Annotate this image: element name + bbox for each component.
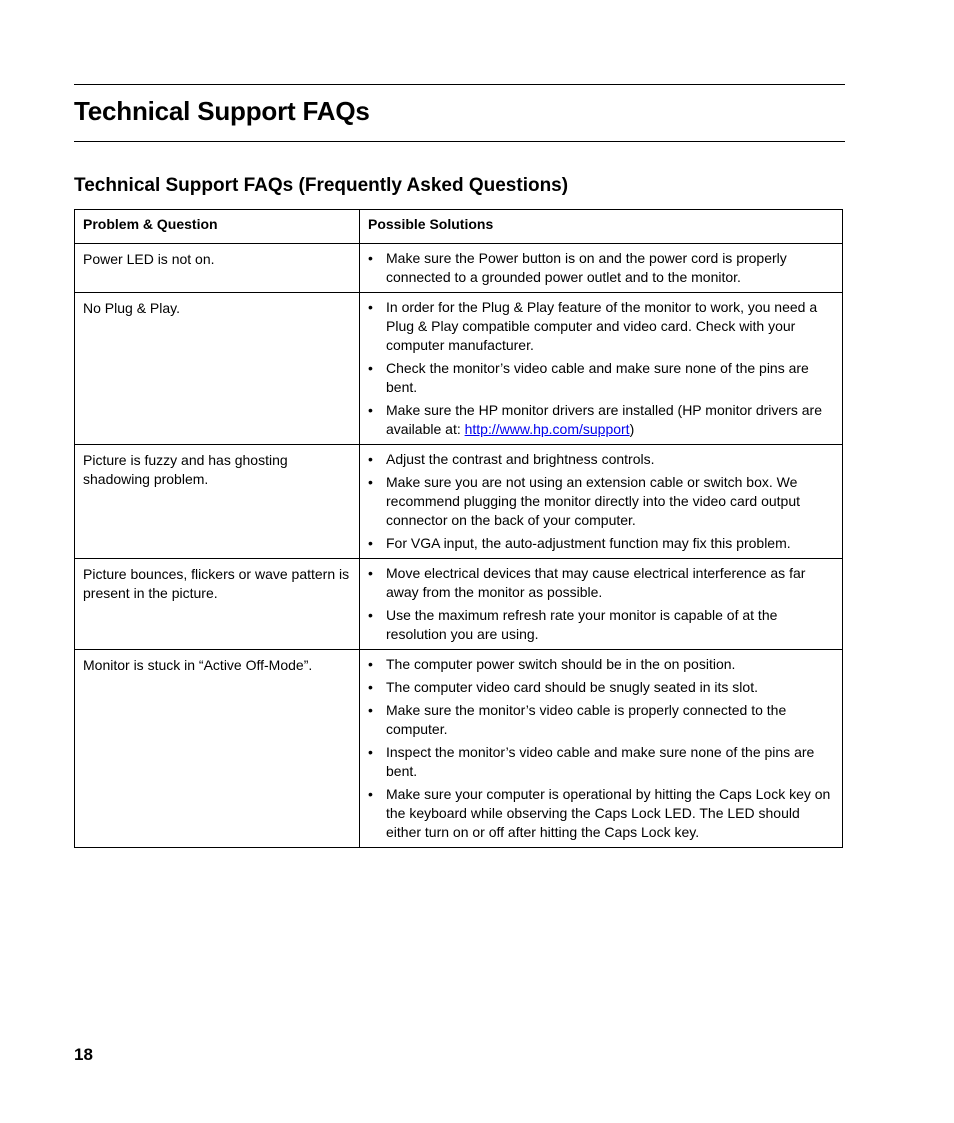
solution-item (368, 678, 836, 697)
problem-cell: Picture is fuzzy and has ghosting shadowing problem. (75, 445, 360, 559)
solution-item (368, 359, 836, 397)
bullet-icon: • (368, 250, 373, 266)
column-header-solutions: Possible Solutions (360, 210, 843, 244)
bullet-icon: • (368, 786, 373, 802)
solutions-list (368, 655, 836, 842)
bullet-icon: • (368, 360, 373, 376)
header-top-rule (74, 84, 845, 85)
column-header-problem: Problem & Question (75, 210, 360, 244)
bullet-icon: • (368, 402, 373, 418)
hp-support-link[interactable]: http://www.hp.com/support (464, 421, 630, 437)
bullet-icon: • (368, 744, 373, 760)
solution-text: Make sure you are not using an extension cable or switch box. We recommend plugging the monitor directly into the video card output connector on the back of your computer. (386, 474, 801, 528)
solution-text: Make sure your computer is operational by hitting the Caps Lock key on the keyboard while observing the Caps Lock LED. The LED should either turn on or off after hitting the Caps Lock key. (386, 786, 831, 840)
header-bottom-rule (74, 141, 845, 142)
solutions-list (368, 564, 836, 644)
solution-text: Make sure the monitor’s video cable is properly connected to the computer. (386, 702, 787, 737)
solution-item (368, 401, 836, 439)
solution-text: Inspect the monitor’s video cable and make sure none of the pins are bent. (386, 744, 815, 779)
solution-item (368, 249, 836, 287)
solution-item (368, 534, 836, 553)
solution-text: In order for the Plug & Play feature of the monitor to work, you need a Plug & Play compatible computer and video card. Check with your computer manufacturer. (386, 299, 818, 353)
solutions-list (368, 298, 836, 439)
bullet-icon: • (368, 565, 373, 581)
solution-item (368, 701, 836, 739)
solution-text: Check the monitor’s video cable and make sure none of the pins are bent. (386, 360, 809, 395)
solution-item (368, 298, 836, 355)
page-number: 18 (74, 1045, 93, 1064)
problem-cell: Power LED is not on. (75, 244, 360, 293)
solutions-cell (360, 650, 843, 848)
solution-text: Adjust the contrast and brightness controls. (386, 451, 655, 467)
solutions-cell (360, 293, 843, 445)
faq-table (74, 209, 843, 848)
problem-cell: Picture bounces, flickers or wave pattern is present in the picture. (75, 559, 360, 650)
solution-text: Use the maximum refresh rate your monitor is capable of at the resolution you are using. (386, 607, 778, 642)
page-title: Technical Support FAQs (74, 96, 370, 126)
bullet-icon: • (368, 299, 373, 315)
table-row (75, 559, 843, 650)
bullet-icon: • (368, 535, 373, 551)
problem-cell: Monitor is stuck in “Active Off-Mode”. (75, 650, 360, 848)
solutions-list (368, 249, 836, 287)
table-row (75, 244, 843, 293)
bullet-icon: • (368, 702, 373, 718)
solution-item (368, 473, 836, 530)
section-title: Technical Support FAQs (Frequently Asked Questions) (74, 175, 569, 196)
solutions-cell (360, 244, 843, 293)
bullet-icon: • (368, 607, 373, 623)
solution-item (368, 655, 836, 674)
solution-text: Make sure the HP monitor drivers are installed (HP monitor drivers are available at: (386, 402, 822, 437)
table-row (75, 293, 843, 445)
solutions-cell (360, 559, 843, 650)
solution-text: The computer power switch should be in the on position. (386, 656, 736, 672)
table-row (75, 445, 843, 559)
solution-text: Make sure the Power button is on and the power cord is properly connected to a grounded power outlet and to the monitor. (386, 250, 787, 285)
solution-text-suffix: ) (629, 421, 635, 437)
solution-item (368, 606, 836, 644)
solution-text: Move electrical devices that may cause electrical interference as far away from the monitor as possible. (386, 565, 806, 600)
solution-item (368, 785, 836, 842)
solution-item (368, 564, 836, 602)
bullet-icon: • (368, 451, 373, 467)
bullet-icon: • (368, 474, 373, 490)
solution-text: The computer video card should be snugly seated in its slot. (386, 679, 758, 695)
table-header-row (75, 210, 843, 244)
table-row (75, 650, 843, 848)
solution-item (368, 450, 836, 469)
solution-text: For VGA input, the auto-adjustment function may fix this problem. (386, 535, 791, 551)
bullet-icon: • (368, 679, 373, 695)
solutions-list (368, 450, 836, 553)
problem-cell: No Plug & Play. (75, 293, 360, 445)
bullet-icon: • (368, 656, 373, 672)
solution-item (368, 743, 836, 781)
solutions-cell (360, 445, 843, 559)
